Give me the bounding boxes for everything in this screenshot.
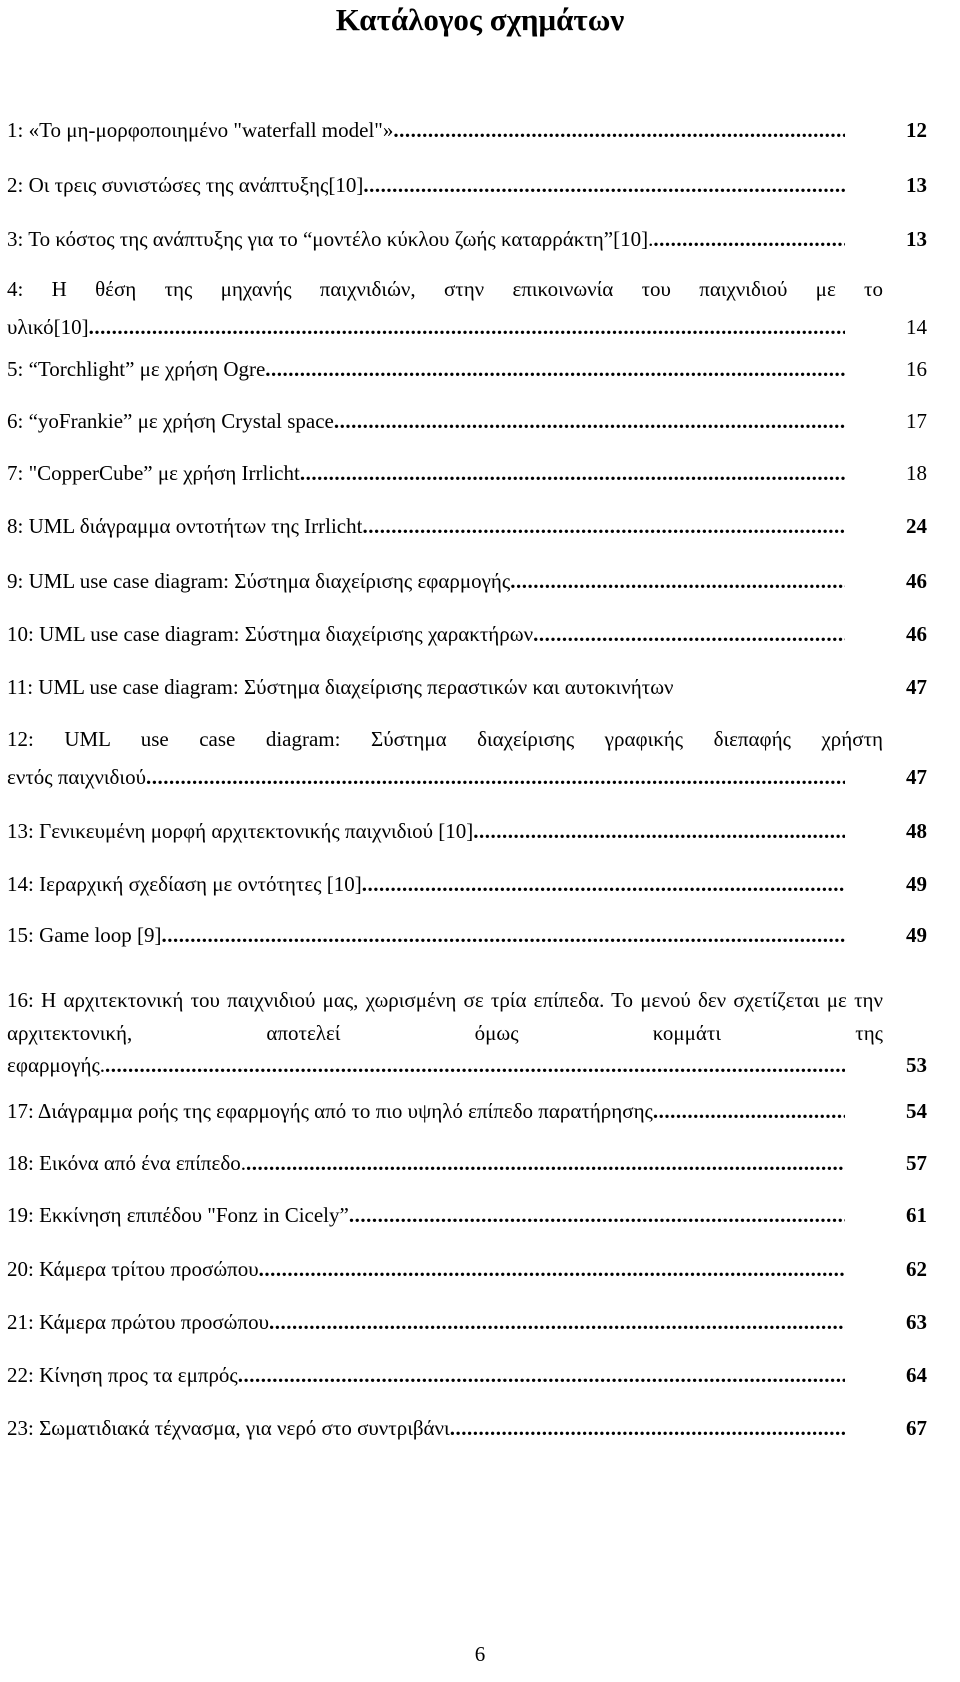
toc-entry[interactable] xyxy=(7,1413,927,1443)
dot-leader xyxy=(259,1254,845,1284)
toc-entry-page-number: 64 xyxy=(906,1363,927,1387)
toc-entry-caption: υλικό[10] xyxy=(7,315,89,339)
toc-entry-caption: 14: Ιεραρχική σχεδίαση με οντότητες [10] xyxy=(7,872,362,896)
toc-entry-caption-lead: 16: Η αρχιτεκτονική του παιχνιδιού μας, χωρισμένη σε τρία επίπεδα. Το μενού δεν σχετίζεται με την αρχιτεκτονική, αποτελεί όμως κομμάτι της xyxy=(7,988,883,1045)
toc-entry[interactable] xyxy=(7,869,927,899)
toc-entry-page-number: 63 xyxy=(906,1310,927,1334)
toc-entry[interactable] xyxy=(7,566,927,596)
toc-entry-caption: 21: Κάμερα πρώτου προσώπου xyxy=(7,1310,269,1334)
toc-entry-page-number: 18 xyxy=(906,461,927,485)
dot-leader xyxy=(238,1360,845,1390)
dot-leader xyxy=(473,816,845,846)
toc-entry[interactable] xyxy=(7,1148,927,1178)
toc-entry[interactable] xyxy=(7,1254,927,1284)
toc-entry-caption: 15: Game loop [9] xyxy=(7,923,162,947)
toc-entry-caption: 10: UML use case diagram: Σύστημα διαχείρισης χαρακτήρων xyxy=(7,622,534,646)
toc-entry-page-number: 57 xyxy=(906,1151,927,1175)
toc-entry[interactable] xyxy=(7,1360,927,1390)
toc-entry-caption: εφαρμογής. xyxy=(7,1053,106,1077)
toc-entry-page-number: 17 xyxy=(906,409,927,433)
toc-entry-page-number: 61 xyxy=(906,1203,927,1227)
toc-entry-caption: 5: “Torchlight” με χρήση Ogre xyxy=(7,357,266,381)
toc-entry-caption: εντός παιχνιδιού xyxy=(7,765,146,789)
toc-entry[interactable] xyxy=(7,1307,927,1337)
toc-entry-page-number: 13 xyxy=(906,173,927,197)
toc-entry-page-number: 47 xyxy=(906,675,927,699)
dot-leader xyxy=(393,115,845,145)
toc-entry[interactable] xyxy=(7,224,927,254)
dot-leader xyxy=(105,1050,845,1080)
toc-entry-caption: 17: Διάγραμμα ροής της εφαρμογής από το πιο υψηλό επίπεδο παρατήρησης xyxy=(7,1099,653,1123)
toc-entry-caption: 6: “yoFrankie” με χρήση Crystal space xyxy=(7,409,334,433)
dot-leader xyxy=(162,920,845,950)
toc-entry[interactable] xyxy=(7,920,927,950)
toc-entry[interactable] xyxy=(7,406,927,436)
toc-entry-caption: 9: UML use case diagram: Σύστημα διαχείρισης εφαρμογής xyxy=(7,569,511,593)
toc-entry-page-number: 67 xyxy=(906,1416,927,1440)
dot-leader xyxy=(450,1413,845,1443)
toc-entry-page-number: 53 xyxy=(906,1053,927,1077)
dot-leader xyxy=(334,406,845,436)
toc-entry-caption: 8: UML διάγραμμα οντοτήτων της Irrlicht xyxy=(7,514,363,538)
toc-entry-caption: 23: Σωματιδιακά τέχνασμα, για νερό στο συντριβάνι xyxy=(7,1416,450,1440)
toc-entry-page-number: 47 xyxy=(906,765,927,789)
toc-entry-page-number: 49 xyxy=(906,923,927,947)
dot-leader xyxy=(533,619,845,649)
dot-leader xyxy=(269,1307,845,1337)
toc-entry[interactable] xyxy=(7,1096,927,1126)
toc-entry-page-number: 46 xyxy=(906,569,927,593)
toc-entry-caption: 22: Κίνηση προς τα εμπρός xyxy=(7,1363,238,1387)
dot-leader xyxy=(362,869,845,899)
dot-leader xyxy=(246,1148,845,1178)
toc-entry[interactable] xyxy=(7,354,927,384)
page-number: 6 xyxy=(474,1642,486,1666)
toc-entry-caption: 18: Εικόνα από ένα επίπεδο. xyxy=(7,1151,246,1175)
toc-entry-page-number: 12 xyxy=(906,118,927,142)
dot-leader xyxy=(265,354,845,384)
toc-entry-caption: 19: Εκκίνηση επιπέδου "Fonz in Cicely” xyxy=(7,1203,349,1227)
toc-entry[interactable] xyxy=(7,619,927,649)
toc-entry-caption: 7: "CopperCube” με χρήση Irrlicht xyxy=(7,461,300,485)
page-title: Κατάλογος σχημάτων xyxy=(335,2,625,37)
toc-entry[interactable] xyxy=(7,511,927,541)
toc-entry-page-number: 48 xyxy=(906,819,927,843)
toc-entry-caption-lead: 12: UML use case diagram: Σύστημα διαχείρισης γραφικής διεπαφής χρήστη xyxy=(7,727,883,751)
toc-entry[interactable] xyxy=(7,672,927,702)
toc-entry[interactable] xyxy=(7,816,927,846)
toc-entry[interactable] xyxy=(7,458,927,488)
toc-entry-page-number: 13 xyxy=(906,227,927,251)
dot-leader xyxy=(300,458,845,488)
dot-leader xyxy=(349,1200,845,1230)
dot-leader xyxy=(362,511,845,541)
toc-entry[interactable] xyxy=(7,170,927,200)
toc-entry-caption: 1: «Το μη-μορφοποιημένο "waterfall model"» xyxy=(7,118,394,142)
toc-entry[interactable] xyxy=(7,984,927,1080)
dot-leader xyxy=(653,224,845,254)
toc-entry-page-number: 46 xyxy=(906,622,927,646)
toc-entry-caption: 20: Κάμερα τρίτου προσώπου xyxy=(7,1257,259,1281)
toc-entry[interactable] xyxy=(7,716,927,792)
toc-entry[interactable] xyxy=(7,115,927,145)
toc-entry-caption-lead: 4: Η θέση της μηχανής παιχνιδιών, στην επικοινωνία του παιχνιδιού με το xyxy=(7,277,883,301)
toc-entry-page-number: 49 xyxy=(906,872,927,896)
toc-entry[interactable] xyxy=(7,1200,927,1230)
toc-entry-page-number: 62 xyxy=(906,1257,927,1281)
toc-entry-caption: 3: Το κόστος της ανάπτυξης για το “μοντέλο κύκλου ζωής καταρράκτη”[10]. xyxy=(7,227,654,251)
dot-leader xyxy=(653,1096,845,1126)
dot-leader xyxy=(363,170,845,200)
toc-entry-caption: 11: UML use case diagram: Σύστημα διαχείρισης περαστικών και αυτοκινήτων xyxy=(7,675,674,699)
toc-entry-page-number: 54 xyxy=(906,1099,927,1123)
toc-entry-page-number: 14 xyxy=(906,315,927,339)
dot-leader xyxy=(89,312,845,342)
toc-entry-page-number: 24 xyxy=(906,514,927,538)
toc-entry-caption: 13: Γενικευμένη μορφή αρχιτεκτονικής παιχνιδιού [10] xyxy=(7,819,474,843)
toc-entry[interactable] xyxy=(7,266,927,342)
dot-leader xyxy=(510,566,845,596)
toc-entry-caption: 2: Οι τρεις συνιστώσες της ανάπτυξης[10] xyxy=(7,173,364,197)
dot-leader xyxy=(146,762,845,792)
toc-entry-page-number: 16 xyxy=(906,357,927,381)
